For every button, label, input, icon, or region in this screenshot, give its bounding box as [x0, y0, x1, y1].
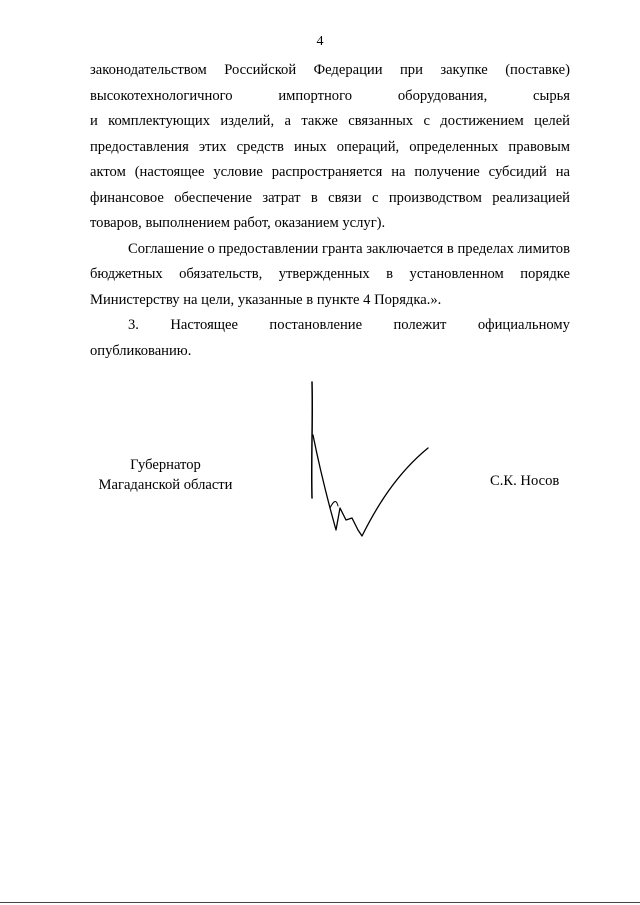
- item-number: 3.: [128, 317, 139, 333]
- paragraph-line: опубликованию.: [90, 342, 192, 359]
- signature-block: [0, 455, 640, 575]
- word: высокотехнологичного: [90, 87, 233, 104]
- word: официальному: [477, 317, 570, 333]
- paragraph-text: и комплектующих изделий, а также связанных с достижением целей предоставления этих средств иных операций, определенных правовым актом (настоящее условие распространяется на получение субсидий на финансовое обеспечение затрат в связи с производством реализацией товаров, выполнением работ, оказанием услуг).: [90, 113, 570, 231]
- position-line: Магаданской области: [98, 477, 233, 493]
- word: Настоящее: [170, 317, 238, 333]
- scan-edge-line: [0, 902, 640, 903]
- paragraph-line: [90, 313, 570, 339]
- signer-position: [88, 455, 243, 495]
- word: оборудования,: [397, 87, 488, 104]
- signer-name: С.К. Носов: [490, 473, 560, 489]
- word: полежит: [393, 317, 447, 333]
- page-number: 4: [316, 34, 324, 49]
- word: импортного: [278, 87, 353, 104]
- paragraph-line: [90, 84, 570, 110]
- paragraph-line: законодательством Российской Федерации при закупке (поставке): [90, 62, 570, 78]
- document-body: [90, 58, 570, 364]
- word: сырья: [533, 87, 570, 104]
- handwritten-signature: [300, 380, 440, 545]
- word: постановление: [269, 317, 363, 333]
- paragraph-text: Соглашение о предоставлении гранта заключается в пределах лимитов бюджетных обязательств, утвержденных в установленном порядке Министерству на цели, указанные в пункте 4 Порядка.».: [90, 240, 570, 308]
- position-line: Губернатор: [130, 457, 201, 473]
